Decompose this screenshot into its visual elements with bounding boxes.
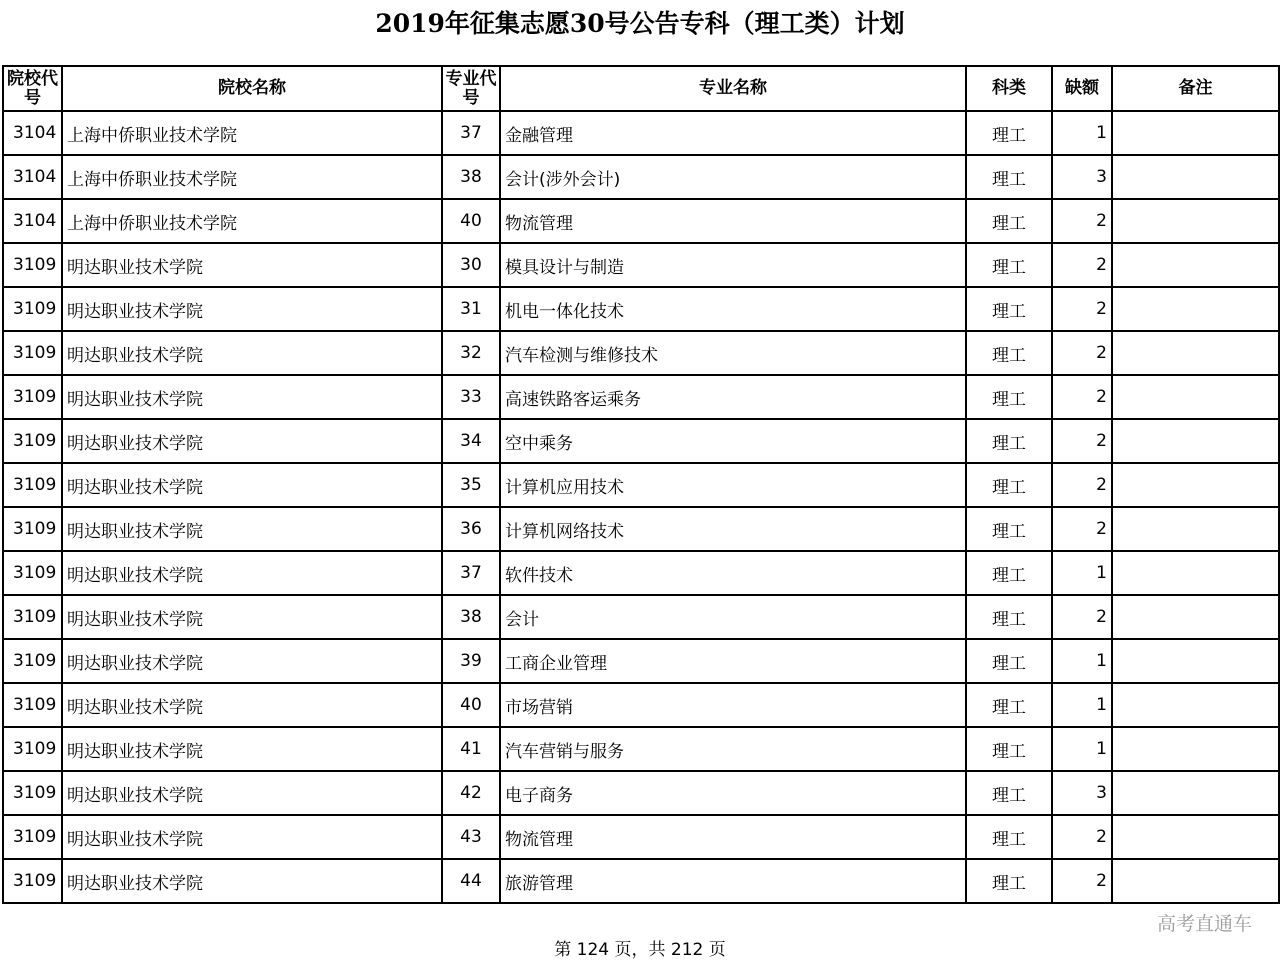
cell-school-code: 3109 [3,551,62,595]
cell-remark [1112,595,1279,639]
cell-vacancy: 3 [1052,771,1112,815]
table-row [3,683,1279,727]
cell-major-name: 物流管理 [500,815,966,859]
cell-vacancy: 2 [1052,859,1112,903]
cell-remark [1112,419,1279,463]
table-row [3,111,1279,155]
cell-school-code: 3109 [3,815,62,859]
cell-major-code: 40 [442,683,500,727]
cell-remark [1112,771,1279,815]
cell-major-name: 计算机应用技术 [500,463,966,507]
table-row [3,727,1279,771]
table-row [3,155,1279,199]
table-row [3,243,1279,287]
cell-major-name: 物流管理 [500,199,966,243]
table-row [3,551,1279,595]
cell-school-code: 3109 [3,595,62,639]
cell-remark [1112,199,1279,243]
cell-category: 理工 [966,419,1052,463]
cell-remark [1112,727,1279,771]
header-row [3,66,1279,111]
cell-vacancy: 2 [1052,375,1112,419]
cell-major-name: 软件技术 [500,551,966,595]
cell-category: 理工 [966,727,1052,771]
cell-school-name: 明达职业技术学院 [62,683,442,727]
cell-category: 理工 [966,551,1052,595]
cell-school-name: 明达职业技术学院 [62,243,442,287]
cell-major-name: 机电一体化技术 [500,287,966,331]
cell-remark [1112,111,1279,155]
cell-vacancy: 2 [1052,243,1112,287]
table-row [3,375,1279,419]
cell-category: 理工 [966,683,1052,727]
admission-plan-table [2,65,1280,904]
cell-major-code: 39 [442,639,500,683]
cell-remark [1112,815,1279,859]
cell-vacancy: 2 [1052,595,1112,639]
header-major-code: 专业代号 [442,66,500,111]
table-row [3,771,1279,815]
cell-remark [1112,155,1279,199]
cell-remark [1112,551,1279,595]
cell-school-code: 3104 [3,111,62,155]
cell-category: 理工 [966,595,1052,639]
cell-remark [1112,331,1279,375]
table-row [3,199,1279,243]
table-row [3,419,1279,463]
cell-vacancy: 1 [1052,551,1112,595]
cell-major-code: 40 [442,199,500,243]
cell-vacancy: 2 [1052,419,1112,463]
cell-school-code: 3109 [3,419,62,463]
cell-remark [1112,375,1279,419]
cell-school-name: 明达职业技术学院 [62,595,442,639]
cell-school-name: 明达职业技术学院 [62,859,442,903]
cell-school-code: 3104 [3,155,62,199]
cell-category: 理工 [966,155,1052,199]
cell-vacancy: 2 [1052,815,1112,859]
cell-school-name: 明达职业技术学院 [62,727,442,771]
cell-category: 理工 [966,287,1052,331]
table-row [3,463,1279,507]
cell-school-name: 明达职业技术学院 [62,551,442,595]
cell-school-code: 3109 [3,287,62,331]
header-vacancy: 缺额 [1052,66,1112,111]
cell-school-code: 3109 [3,683,62,727]
cell-school-code: 3109 [3,243,62,287]
cell-school-code: 3109 [3,859,62,903]
cell-vacancy: 1 [1052,727,1112,771]
cell-major-name: 汽车检测与维修技术 [500,331,966,375]
cell-vacancy: 2 [1052,331,1112,375]
cell-major-code: 34 [442,419,500,463]
cell-vacancy: 2 [1052,507,1112,551]
cell-vacancy: 1 [1052,639,1112,683]
cell-vacancy: 1 [1052,111,1112,155]
table-row [3,859,1279,903]
cell-major-code: 31 [442,287,500,331]
header-school-code: 院校代号 [3,66,62,111]
cell-major-code: 44 [442,859,500,903]
cell-school-code: 3109 [3,507,62,551]
cell-major-code: 37 [442,111,500,155]
cell-remark [1112,243,1279,287]
cell-major-name: 电子商务 [500,771,966,815]
cell-school-code: 3109 [3,463,62,507]
cell-category: 理工 [966,243,1052,287]
table-row [3,639,1279,683]
cell-vacancy: 1 [1052,683,1112,727]
cell-category: 理工 [966,375,1052,419]
cell-category: 理工 [966,639,1052,683]
cell-major-code: 30 [442,243,500,287]
page-title: 2019年征集志愿30号公告专科（理工类）计划 [375,9,905,38]
cell-category: 理工 [966,771,1052,815]
cell-major-code: 37 [442,551,500,595]
cell-major-name: 金融管理 [500,111,966,155]
cell-category: 理工 [966,331,1052,375]
table-row [3,595,1279,639]
cell-major-code: 43 [442,815,500,859]
cell-major-name: 工商企业管理 [500,639,966,683]
cell-vacancy: 2 [1052,199,1112,243]
cell-major-name: 汽车营销与服务 [500,727,966,771]
cell-school-name: 明达职业技术学院 [62,507,442,551]
cell-remark [1112,463,1279,507]
cell-remark [1112,683,1279,727]
cell-major-code: 38 [442,595,500,639]
cell-school-code: 3109 [3,639,62,683]
header-remark: 备注 [1112,66,1279,111]
header-school-name: 院校名称 [62,66,442,111]
cell-school-name: 明达职业技术学院 [62,287,442,331]
cell-remark [1112,859,1279,903]
cell-school-name: 明达职业技术学院 [62,815,442,859]
cell-school-name: 上海中侨职业技术学院 [62,199,442,243]
cell-major-code: 33 [442,375,500,419]
header-major-name: 专业名称 [500,66,966,111]
cell-school-name: 明达职业技术学院 [62,771,442,815]
cell-major-code: 32 [442,331,500,375]
table-row [3,287,1279,331]
cell-major-name: 空中乘务 [500,419,966,463]
cell-school-code: 3109 [3,727,62,771]
page-number-footer: 第 124 页，共 212 页 [554,940,726,960]
cell-major-name: 计算机网络技术 [500,507,966,551]
cell-school-name: 上海中侨职业技术学院 [62,155,442,199]
cell-school-name: 上海中侨职业技术学院 [62,111,442,155]
cell-major-name: 市场营销 [500,683,966,727]
cell-school-code: 3104 [3,199,62,243]
cell-remark [1112,287,1279,331]
table-row [3,331,1279,375]
cell-vacancy: 2 [1052,463,1112,507]
cell-category: 理工 [966,463,1052,507]
cell-category: 理工 [966,859,1052,903]
header-category: 科类 [966,66,1052,111]
cell-school-name: 明达职业技术学院 [62,463,442,507]
cell-school-name: 明达职业技术学院 [62,375,442,419]
cell-remark [1112,639,1279,683]
cell-major-name: 旅游管理 [500,859,966,903]
cell-remark [1112,507,1279,551]
cell-category: 理工 [966,199,1052,243]
cell-major-name: 会计(涉外会计) [500,155,966,199]
cell-school-name: 明达职业技术学院 [62,331,442,375]
cell-school-code: 3109 [3,771,62,815]
cell-school-code: 3109 [3,375,62,419]
cell-category: 理工 [966,507,1052,551]
watermark-text: 高考直通车 [1156,913,1252,935]
cell-category: 理工 [966,815,1052,859]
cell-major-name: 会计 [500,595,966,639]
cell-major-code: 36 [442,507,500,551]
cell-school-name: 明达职业技术学院 [62,419,442,463]
cell-major-code: 42 [442,771,500,815]
cell-school-name: 明达职业技术学院 [62,639,442,683]
cell-major-code: 35 [442,463,500,507]
cell-major-code: 38 [442,155,500,199]
cell-vacancy: 3 [1052,155,1112,199]
cell-school-code: 3109 [3,331,62,375]
cell-category: 理工 [966,111,1052,155]
cell-vacancy: 2 [1052,287,1112,331]
table-row [3,507,1279,551]
cell-major-code: 41 [442,727,500,771]
cell-major-name: 高速铁路客运乘务 [500,375,966,419]
cell-major-name: 模具设计与制造 [500,243,966,287]
table-row [3,815,1279,859]
